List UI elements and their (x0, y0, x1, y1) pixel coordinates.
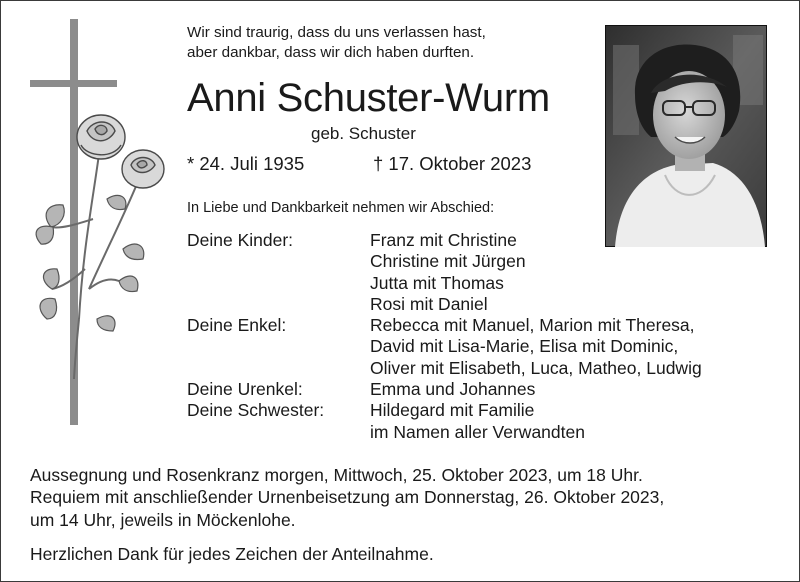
relatives-names (370, 315, 702, 379)
service-line: um 14 Uhr, jeweils in Möckenlohe. (30, 509, 296, 530)
relatives-names (370, 379, 535, 400)
motto (187, 23, 486, 63)
death-date: † 17. Oktober 2023 (373, 153, 532, 174)
motto-line: Wir sind traurig, dass du uns verlassen hast, (187, 24, 486, 41)
maiden-name: geb. Schuster (311, 124, 416, 143)
relative-line: Hildegard mit Familie (370, 400, 535, 421)
relatives-list (187, 230, 702, 443)
relative-line: Franz mit Christine (370, 230, 517, 250)
relative-line: Oliver mit Elisabeth, Luca, Matheo, Ludwig (370, 357, 702, 378)
relative-line: Christine mit Jürgen (370, 251, 526, 272)
relatives-names (370, 400, 585, 443)
portrait-photo (605, 25, 767, 247)
relative-line: David mit Lisa-Marie, Elisa mit Dominic, (370, 336, 679, 357)
service-line: Aussegnung und Rosenkranz morgen, Mittwoch, 25. Oktober 2023, um 18 Uhr. (30, 465, 643, 485)
relative-line: im Namen aller Verwandten (370, 421, 585, 442)
relatives-label: Deine Kinder: (187, 230, 294, 250)
cross-with-rose-icon (27, 19, 167, 429)
relatives-names (370, 230, 526, 315)
relative-line: Rosi mit Daniel (370, 293, 488, 314)
relatives-label: Deine Enkel: (187, 315, 287, 336)
motto-line: aber dankbar, dass wir dich haben durften. (187, 44, 475, 61)
deceased-name: Anni Schuster-Wurm (187, 76, 550, 120)
relatives-group-grandchildren (187, 315, 702, 379)
service-line: Requiem mit anschließender Urnenbeisetzung am Donnerstag, 26. Oktober 2023, (30, 487, 665, 508)
relatives-group-great-grandchildren (187, 379, 702, 400)
service-info (30, 464, 664, 531)
relatives-label: Deine Schwester: (187, 400, 325, 421)
relative-line: Jutta mit Thomas (370, 272, 504, 293)
relative-line: Emma und Johannes (370, 379, 536, 400)
birth-date: * 24. Juli 1935 (187, 153, 305, 174)
farewell-intro: In Liebe und Dankbarkeit nehmen wir Abschied: (187, 200, 495, 216)
relatives-group-sister (187, 400, 702, 443)
relative-line: Rebecca mit Manuel, Marion mit Theresa, (370, 315, 695, 336)
relatives-label: Deine Urenkel: (187, 379, 303, 400)
thanks-note: Herzlichen Dank für jedes Zeichen der Anteilnahme. (30, 544, 434, 564)
